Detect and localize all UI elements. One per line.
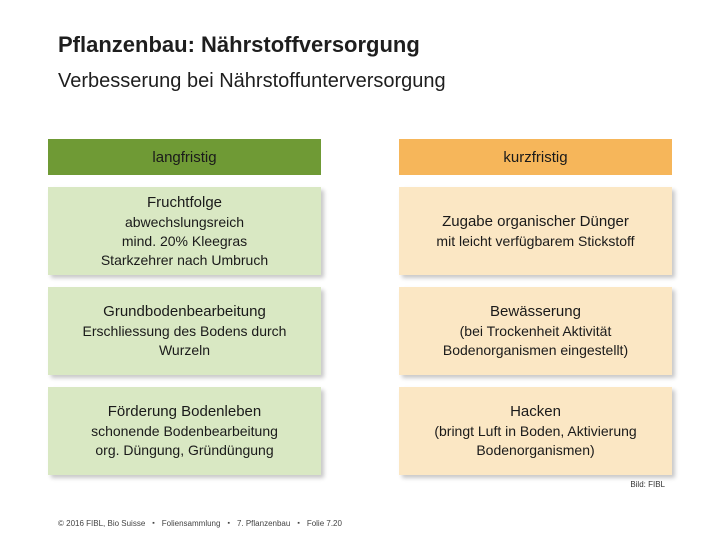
box-heading: Zugabe organischer Dünger [442,212,629,230]
box-line: Erschliessung des Bodens durch [82,323,287,339]
footer-separator: ▪ [297,520,300,527]
box-fruchtfolge [48,187,321,275]
column-header-short-term: kurzfristig [399,139,672,175]
box-heading: Bewässerung [490,303,581,320]
box-zugabe-organischer-duenger [399,187,672,275]
box-heading: Grundbodenbearbeitung [103,303,266,320]
box-bewaesserung [399,287,672,375]
footer [58,519,342,528]
box-line: abwechslungsreich [124,213,245,230]
box-heading: Förderung Bodenleben [107,403,262,420]
box-heading: Fruchtfolge [146,193,223,211]
footer-separator: ▪ [227,520,230,527]
image-credit: Bild: FIBL [630,480,665,489]
box-line: Starkzehrer nach Umbruch [100,251,269,268]
footer-chapter: 7. Pflanzenbau [236,519,291,528]
box-line: Bodenorganismen eingestellt) [442,342,629,358]
footer-collection: Foliensammlung [161,519,221,528]
box-line: (bei Trockenheit Aktivität [459,323,612,339]
box-line: schonende Bodenbearbeitung [91,423,278,439]
box-line: Bodenorganismen) [476,442,595,458]
box-heading: Hacken [510,403,561,420]
box-grundbodenbearbeitung [48,287,321,375]
column-header-long-term: langfristig [48,139,321,175]
footer-separator: ▪ [152,520,155,527]
box-hacken [399,387,672,475]
box-line: mind. 20% Kleegras [121,232,248,249]
footer-copyright: © 2016 FIBL, Bio Suisse [58,519,146,528]
box-line: Wurzeln [158,342,211,358]
page-title: Pflanzenbau: Nährstoffversorgung [58,32,420,57]
box-foerderung-bodenleben [48,387,321,475]
box-line: org. Düngung, Gründüngung [95,442,274,458]
page-subtitle: Verbesserung bei Nährstoffunterversorgung [58,70,446,92]
footer-slide: Folie 7.20 [306,519,342,528]
box-line: (bringt Luft in Boden, Aktivierung [434,423,637,439]
box-line: mit leicht verfügbarem Stickstoff [436,232,635,249]
